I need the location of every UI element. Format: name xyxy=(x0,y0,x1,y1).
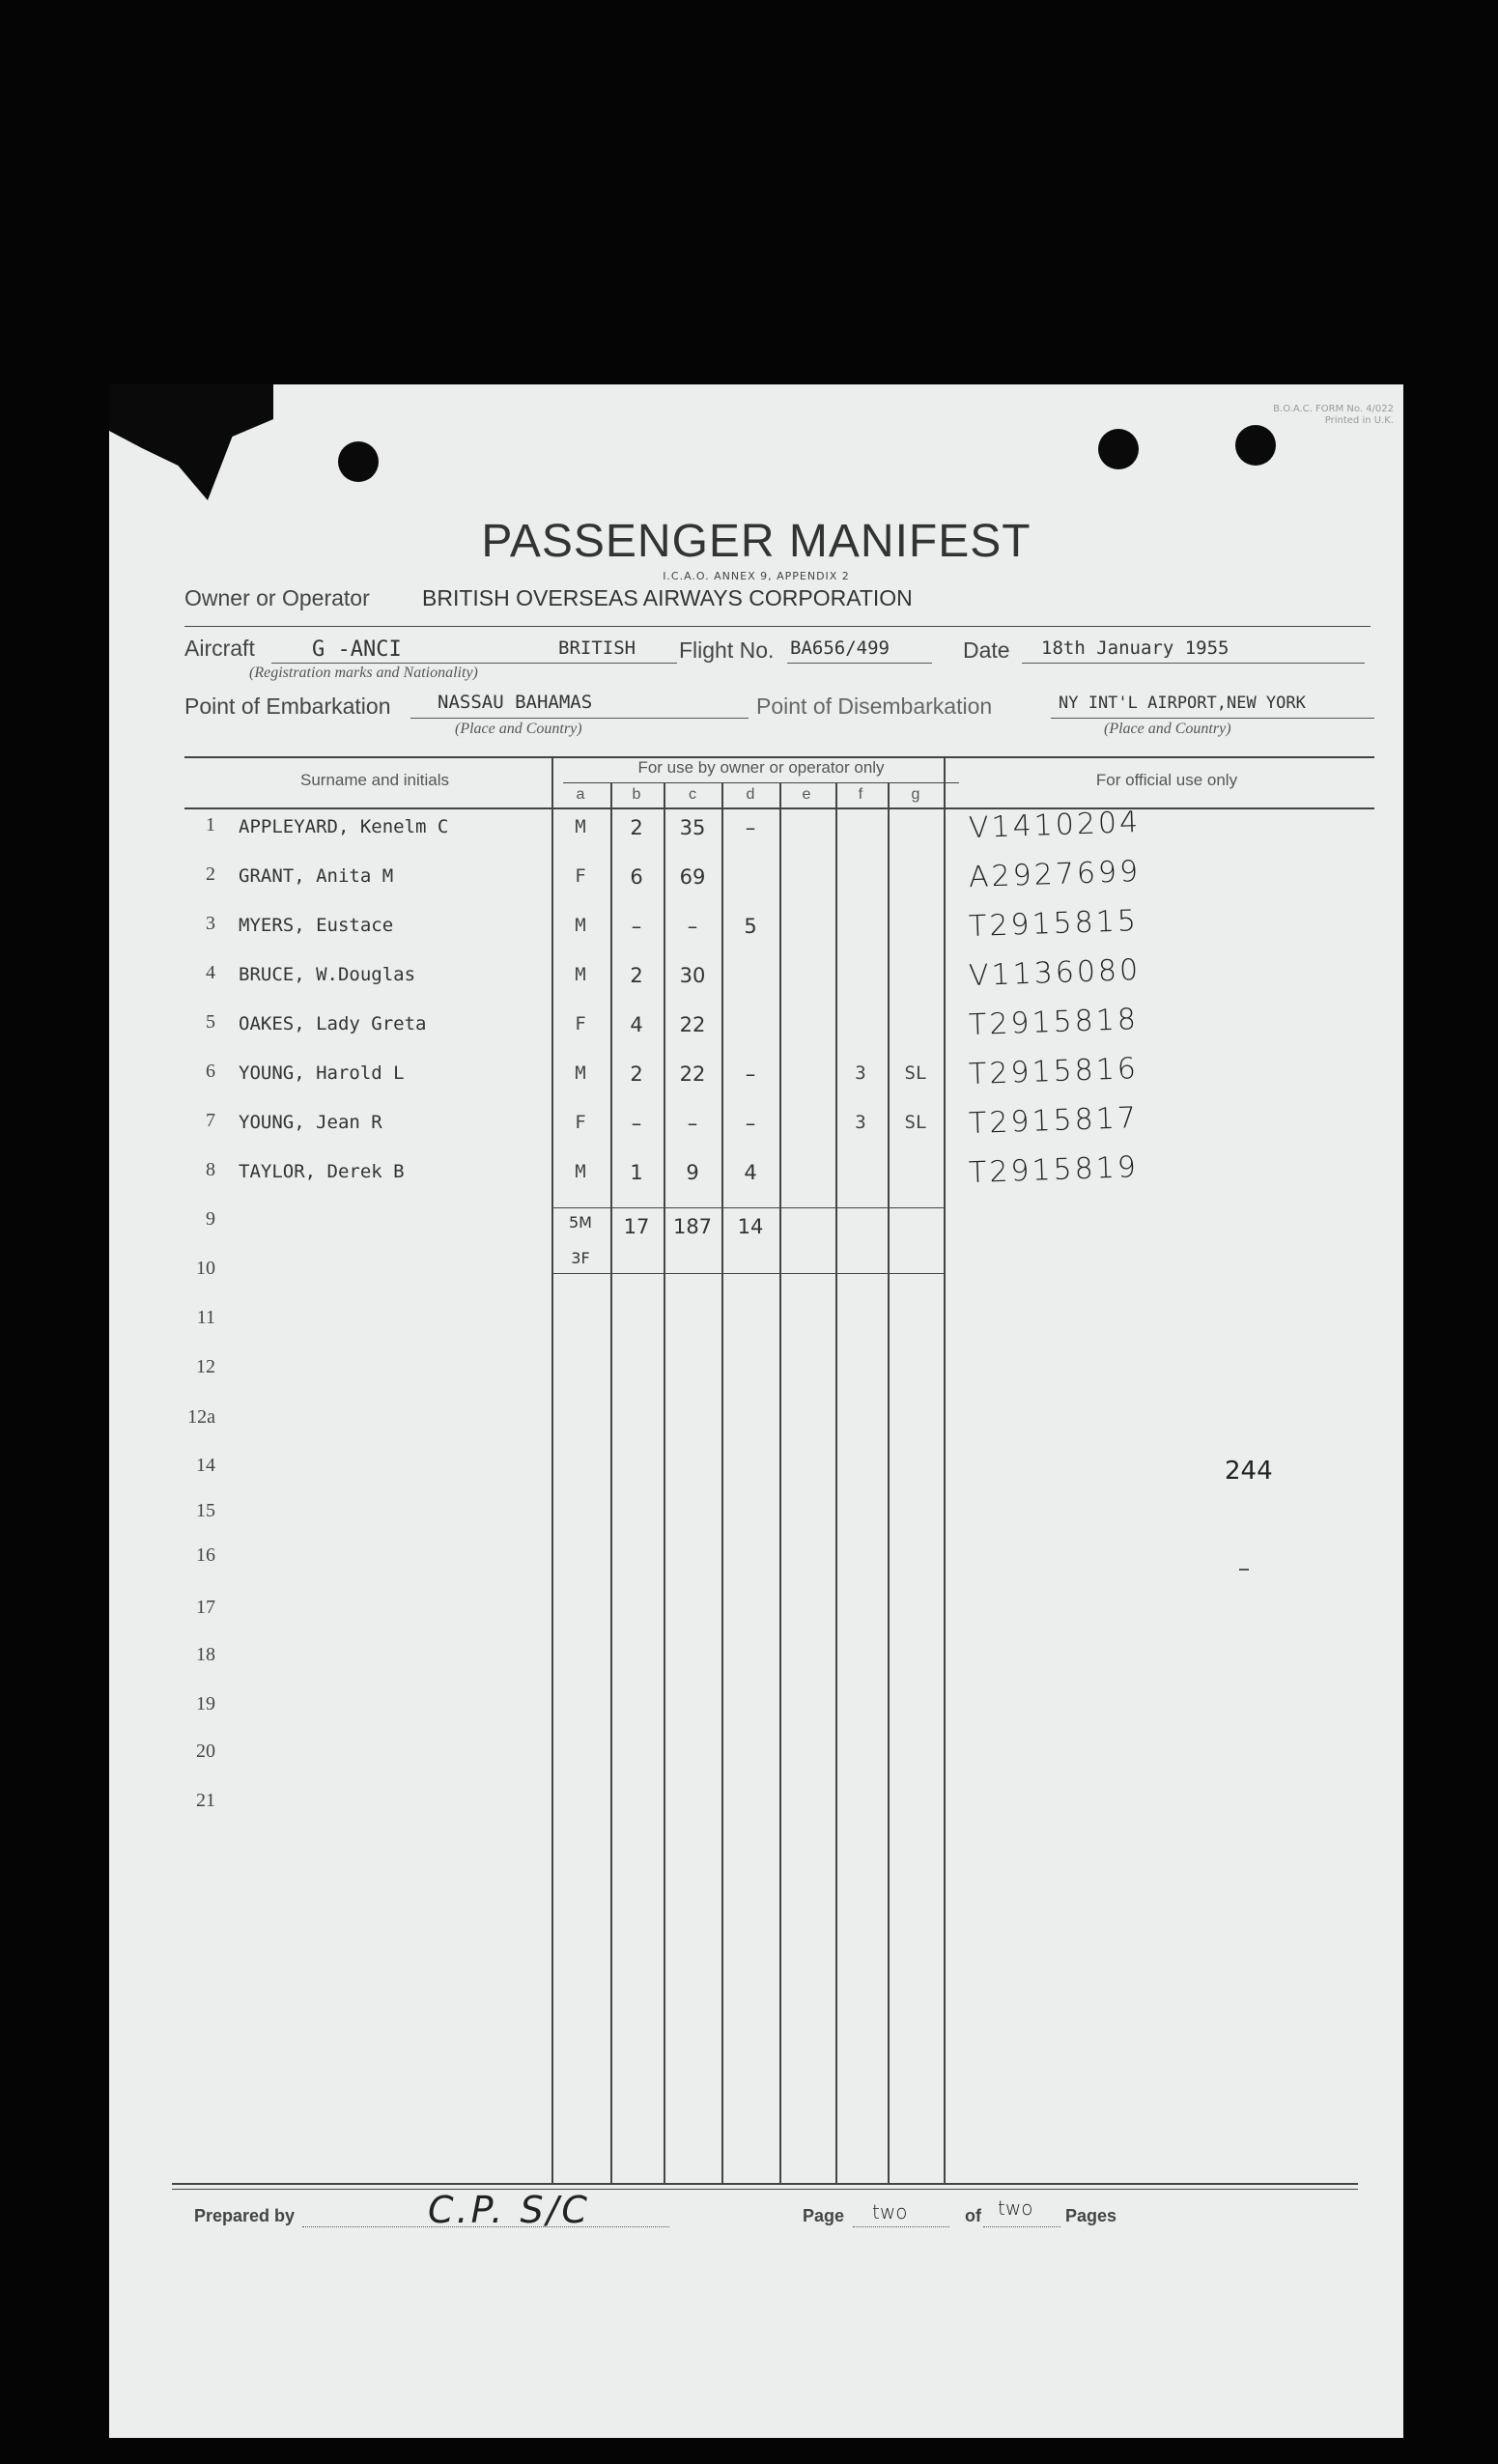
printed-text: Printed in U.K. xyxy=(1324,415,1394,426)
column-rule xyxy=(610,782,612,2183)
passenger-name: GRANT, Anita M xyxy=(239,865,394,887)
cell-a: M xyxy=(575,1062,586,1084)
row-number: 12a xyxy=(187,1406,215,1428)
cell-c: – xyxy=(687,1112,698,1135)
cell-a: F xyxy=(575,1013,586,1034)
torn-corner xyxy=(109,384,273,500)
cell-a: M xyxy=(575,915,586,936)
passenger-name: TAYLOR, Derek B xyxy=(239,1161,405,1182)
row-number: 11 xyxy=(196,1307,215,1328)
cell-f: 3 xyxy=(855,1112,866,1133)
nationality-value: BRITISH xyxy=(558,637,636,659)
cell-b: 1 xyxy=(630,1161,643,1184)
row-number: 1 xyxy=(206,814,215,835)
of-label: of xyxy=(965,2206,981,2225)
punch-hole-right-1 xyxy=(1098,429,1139,469)
disembark-note: (Place and Country) xyxy=(1104,721,1231,737)
official-number: T2915815 xyxy=(968,903,1140,945)
owner-value: BRITISH OVERSEAS AIRWAYS CORPORATION xyxy=(422,585,913,610)
cell-c: 22 xyxy=(679,1013,706,1036)
row-number: 7 xyxy=(206,1110,215,1131)
page-subtitle: I.C.A.O. ANNEX 9, APPENDIX 2 xyxy=(663,570,850,582)
date-underline xyxy=(1022,663,1365,664)
cell-b: – xyxy=(631,915,642,938)
operator-column-letter: e xyxy=(802,786,811,803)
cell-c: 187 xyxy=(672,1215,713,1238)
cell-d: 14 xyxy=(737,1215,764,1238)
aircraft-underline xyxy=(271,663,677,664)
cell-a: M xyxy=(575,816,586,837)
row-number: 10 xyxy=(196,1258,215,1279)
row-number: 3 xyxy=(206,913,215,934)
official-number: T2915819 xyxy=(968,1149,1140,1191)
aircraft-value: G -ANCI xyxy=(312,637,402,662)
cell-c: 69 xyxy=(679,865,706,889)
owner-label: Owner or Operator xyxy=(184,585,370,610)
col-official-header: For official use only xyxy=(1095,771,1238,789)
punch-hole-left xyxy=(338,441,379,482)
cell-d: 4 xyxy=(744,1161,757,1184)
cell-a: 5M xyxy=(569,1213,592,1232)
row-number: 21 xyxy=(196,1790,215,1811)
passenger-name: YOUNG, Harold L xyxy=(239,1062,405,1084)
cell-a: M xyxy=(575,964,586,985)
prepared-underline xyxy=(302,2226,669,2227)
column-rule xyxy=(779,782,781,2183)
flight-label: Flight No. xyxy=(679,637,775,663)
cell-d: – xyxy=(745,816,756,839)
row-number: 2 xyxy=(206,864,215,885)
disembark-label: Point of Disembarkation xyxy=(756,694,993,719)
totals-bottom-rule xyxy=(551,1273,944,1274)
cell-b: 17 xyxy=(623,1215,650,1238)
cell-c: – xyxy=(687,915,698,938)
of-underline xyxy=(983,2226,1060,2227)
footer-rule-2 xyxy=(172,2189,1358,2190)
disembark-underline xyxy=(1051,718,1374,719)
column-rule xyxy=(664,782,665,2183)
column-rule xyxy=(888,782,890,2183)
official-number: A2927699 xyxy=(968,854,1142,895)
cell-a: 3F xyxy=(571,1249,590,1267)
embark-value: NASSAU BAHAMAS xyxy=(438,692,593,713)
form-number-text: B.O.A.C. FORM No. 4/022 xyxy=(1273,404,1394,414)
passenger-name: APPLEYARD, Kenelm C xyxy=(239,816,449,837)
column-rule xyxy=(944,756,946,2183)
cell-f: 3 xyxy=(855,1062,866,1084)
cell-c: 35 xyxy=(679,816,706,839)
row-number: 8 xyxy=(206,1159,215,1180)
official-number: V1136080 xyxy=(968,952,1142,994)
row-number: 5 xyxy=(206,1011,215,1033)
cell-a: F xyxy=(575,1112,586,1133)
form-number xyxy=(1191,404,1394,427)
row-number: 9 xyxy=(206,1208,215,1230)
column-rule xyxy=(551,756,553,2183)
passenger-name: OAKES, Lady Greta xyxy=(239,1013,427,1034)
row-number: 17 xyxy=(196,1597,215,1618)
cell-b: 2 xyxy=(630,964,643,987)
cell-c: 30 xyxy=(679,964,706,987)
operator-column-letter: c xyxy=(689,786,696,803)
embark-underline xyxy=(410,718,749,719)
official-number: V1410204 xyxy=(968,805,1142,846)
prepared-label: Prepared by xyxy=(194,2206,296,2225)
embark-label: Point of Embarkation xyxy=(184,694,391,719)
cell-b: – xyxy=(631,1112,642,1135)
col-name-header: Surname and initials xyxy=(299,771,450,789)
aircraft-label: Aircraft xyxy=(184,636,255,661)
header-rule xyxy=(184,626,1371,627)
cell-c: 9 xyxy=(686,1161,699,1184)
flight-value: BA656/499 xyxy=(790,637,890,659)
manifest-sheet xyxy=(109,384,1403,2438)
punch-hole-right-2 xyxy=(1235,425,1276,466)
pages-label: Pages xyxy=(1065,2206,1117,2225)
cell-a: F xyxy=(575,865,586,887)
cell-d: – xyxy=(745,1112,756,1135)
prepared-signature: C.P. S/C xyxy=(428,2189,590,2231)
cell-b: 2 xyxy=(630,816,643,839)
row-number: 12 xyxy=(196,1356,215,1377)
page-label: Page xyxy=(803,2206,845,2225)
operator-column-letter: g xyxy=(911,786,920,803)
page-title: PASSENGER MANIFEST xyxy=(481,516,1032,567)
page-value: two xyxy=(872,2200,908,2223)
passenger-name: MYERS, Eustace xyxy=(239,915,394,936)
operator-column-letter: f xyxy=(858,786,863,803)
cell-g: SL xyxy=(904,1112,927,1133)
operator-column-letter: b xyxy=(632,786,641,803)
totals-top-rule xyxy=(551,1207,944,1208)
cell-b: 4 xyxy=(630,1013,643,1036)
row-number: 4 xyxy=(206,962,215,983)
cell-d: 5 xyxy=(744,915,757,938)
date-label: Date xyxy=(963,637,1010,663)
cell-b: 6 xyxy=(630,865,643,889)
margin-number: 244 xyxy=(1225,1457,1273,1486)
of-value: two xyxy=(998,2196,1033,2220)
col-operator-header: For use by owner or operator only xyxy=(637,758,885,777)
row-number: 19 xyxy=(196,1693,215,1714)
column-rule xyxy=(835,782,837,2183)
page-underline xyxy=(853,2226,949,2227)
official-number: T2915817 xyxy=(968,1100,1140,1142)
row-number: 14 xyxy=(196,1455,215,1476)
operator-column-letter: d xyxy=(746,786,755,803)
disembark-value: NY INT'L AIRPORT,NEW YORK xyxy=(1059,694,1306,713)
operator-column-letter: a xyxy=(576,786,585,803)
cell-a: M xyxy=(575,1161,586,1182)
row-number: 6 xyxy=(206,1061,215,1082)
row-number: 16 xyxy=(196,1544,215,1566)
cell-d: – xyxy=(745,1062,756,1086)
official-number: T2915816 xyxy=(968,1051,1140,1092)
embark-note: (Place and Country) xyxy=(455,721,582,737)
row-number: 15 xyxy=(196,1500,215,1521)
passenger-name: YOUNG, Jean R xyxy=(239,1112,382,1133)
row-number: 18 xyxy=(196,1644,215,1665)
operator-sub-rule xyxy=(563,782,959,783)
cell-c: 22 xyxy=(679,1062,706,1086)
margin-dash xyxy=(1239,1569,1249,1571)
column-rule xyxy=(721,782,723,2183)
official-number: T2915818 xyxy=(968,1002,1140,1043)
row-number: 20 xyxy=(196,1741,215,1762)
cell-g: SL xyxy=(904,1062,927,1084)
registration-note: (Registration marks and Nationality) xyxy=(249,665,478,681)
flight-underline xyxy=(787,663,932,664)
cell-b: 2 xyxy=(630,1062,643,1086)
passenger-name: BRUCE, W.Douglas xyxy=(239,964,416,985)
footer-rule-1 xyxy=(172,2183,1358,2185)
date-value: 18th January 1955 xyxy=(1041,637,1229,659)
